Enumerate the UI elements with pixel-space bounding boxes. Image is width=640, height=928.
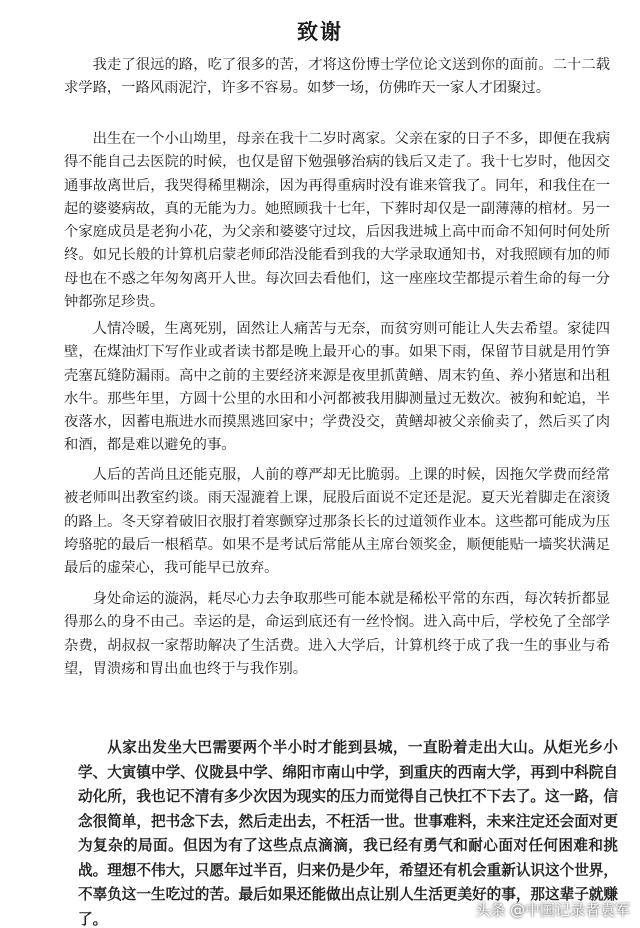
paragraph-2: 出生在一个小山坳里，母亲在我十二岁时离家。父亲在家的日子不多，即便在我病得不能自己去医院的时候，也仅是留下勉强够治病的钱后又走了。我十七岁时，他因交通事故离世后，我哭得稀里糊涂，因为再得重病时没有谁来管我了。同年，和我住在一起的婆婆病故，真的无能为力。她照顾我十七年，下葬时却仅是一副薄薄的棺材。另一个家庭成员是老狗小花，为父亲和婆婆守过坟，后因我进城上高中而命不知何时何处所终。如兄长般的计算机启蒙老师邱浩没能看到我的大学录取通知书，对我照顾有加的师母也在不惑之年匆匆离开人世。每次回去看他们，这一座座坟茔都提示着生命的每一分钟都弥足珍贵。 (64, 131, 610, 311)
page-title: 致谢 (297, 19, 343, 44)
paragraph-6: 从家出发坐大巴需要两个半小时才能到县城，一直盼着走出大山。从炬光乡小学、大寅镇中学、仪陇县中学、绵阳市南山中学，到重庆的西南大学，再到中科院自动化所，我也记不清有多少次因为现实的压力而觉得自己快扛不下去了。这一路，信念很简单，把书念下去，然后走出去，不枉活一世。世事难料，未来注定还会面对更为复杂的局面。但因为有了这些点点滴滴，我已经有勇气和耐心面对任何困难和挑战。理想不伟大，只愿年过半百，归来仍是少年，希望还有机会重新认识这个世界，不辜负这一生吃过的苦。最后如果还能做出点让别人生活更美好的事，那这辈子就赚了。 (78, 739, 618, 928)
paragraph-4: 人后的苦尚且还能克服，人前的尊严却无比脆弱。上课的时候，因拖欠学费而经常被老师叫出教室约谈。雨天湿漉着上课，屁股后面说不定还是泥。夏天光着脚走在滚烫的路上。冬天穿着破旧衣服打着寒颤穿过那条长长的过道领作业本。这些都可能成为压垮骆驼的最后一根稻草。如果不是考试后常能从主席台领奖金，顺便能贴一墙奖状满足最后的虚荣心，我可能早已放弃。 (64, 467, 610, 577)
paragraph-5: 身处命运的漩涡，耗尽心力去争取那些可能本就是稀松平常的东西，每次转折都显得那么的身不由己。幸运的是，命运到底还有一丝怜悯。进入高中后，学校免了全部学杂费，胡叔叔一家帮助解决了生活费。进入大学后，计算机终于成了我一生的事业与希望，胃溃疡和胃出血也终于与我作别。 (64, 591, 610, 677)
paragraph-3: 人情冷暖，生离死别，固然让人痛苦与无奈，而贫穷则可能让人失去希望。家徒四壁，在煤油灯下写作业或者读书都是晚上最开心的事。如果下雨，保留节目就是用竹笋壳塞瓦缝防漏雨。高中之前的主要经济来源是夜里抓黄鳝、周末钓鱼、养小猪崽和出租水牛。那些年里，方圆十公里的水田和小河都被我用脚测量过无数次。被狗和蛇追，半夜落水，因蓄电瓶进水而摸黑逃回家中；学费没交，黄鳝却被父亲偷卖了，然后买了肉和酒，都是难以避免的事。 (64, 321, 610, 454)
paragraph-1: 我走了很远的路，吃了很多的苦，才将这份博士学位论文送到你的面前。二十二载求学路，一路风雨泥泞，许多不容易。如梦一场，仿佛昨天一家人才团聚过。 (64, 57, 610, 97)
source-watermark: 头条 @中国记录者袁军 (475, 901, 630, 919)
